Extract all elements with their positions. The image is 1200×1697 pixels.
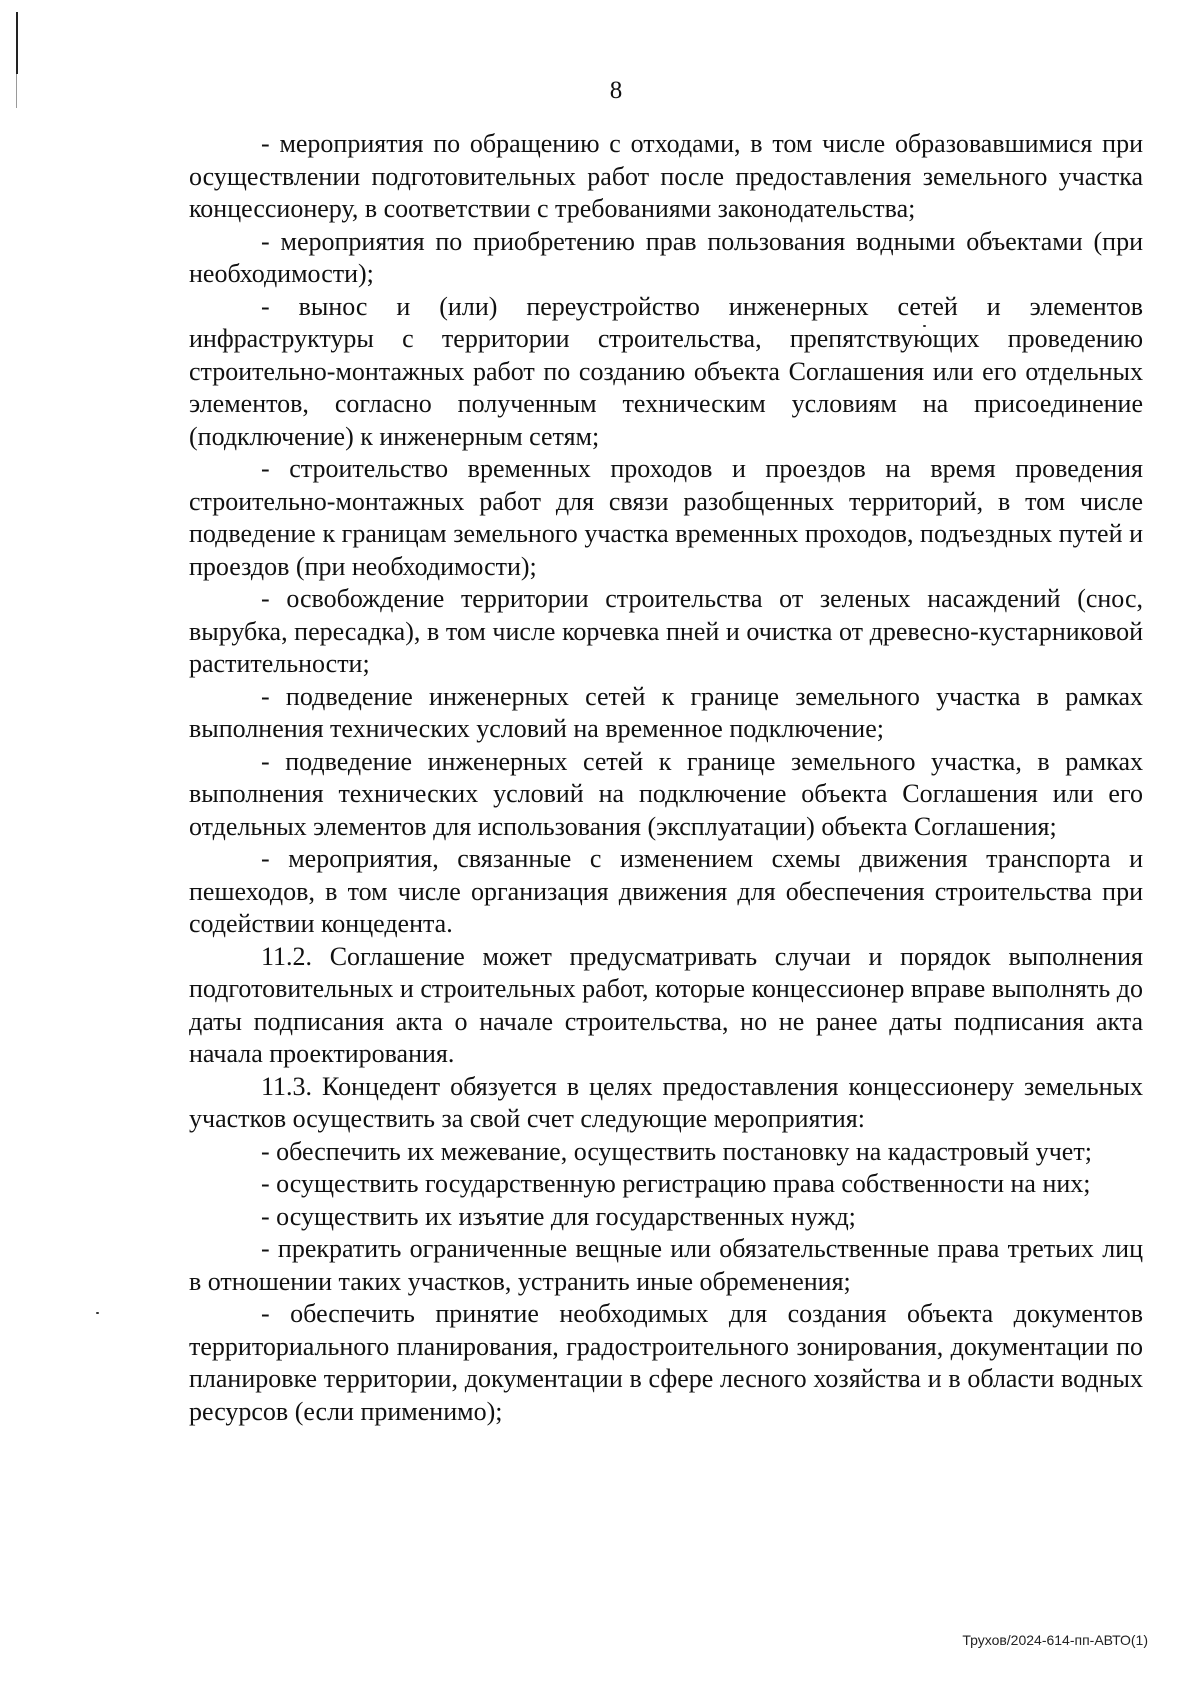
paragraph-clause-11-3: 11.3. Концедент обязуется в целях предоставления концессионеру земельных участков осуществить за свой счет следующие мероприятия:: [189, 1071, 1143, 1133]
paragraph-traffic-scheme: - мероприятия, связанные с изменением схемы движения транспорта и пешеходов, в том числе организация движения для обеспечения строительства при содействии концедента.: [189, 844, 1143, 938]
paragraph-land-survey: - обеспечить их межевание, осуществить постановку на кадастровый учет;: [261, 1136, 1092, 1166]
paragraph-water-rights: - мероприятия по приобретению прав пользования водными объектами (при необходимости);: [189, 226, 1143, 288]
scan-speck: [96, 1312, 99, 1314]
paragraph-state-seizure: - осуществить их изъятие для государственных нужд;: [261, 1201, 856, 1231]
page-number: 8: [609, 77, 623, 104]
paragraph-permanent-connection: - подведение инженерных сетей к границе земельного участка, в рамках выполнения технических условий на подключение объекта Соглашения или его отдельных элементов для использования (эксплуатации) объекта Соглашения;: [189, 746, 1143, 841]
paragraph-temporary-connection: - подведение инженерных сетей к границе земельного участка в рамках выполнения технических условий на временное подключение;: [189, 681, 1143, 743]
paragraph-temporary-passages: - строительство временных проходов и проездов на время проведения строительно-монтажных работ для связи разобщенных территорий, в том числе подведение к границам земельного участка временных проходов, подъездных путей и проездов (при необходимости);: [189, 454, 1143, 581]
paragraph-green-clearing: - освобождение территории строительства от зеленых насаждений (снос, вырубка, пересадка), в том числе корчевка пней и очистка от древесно-кустарниковой растительности;: [189, 584, 1143, 678]
paragraph-ownership-registration: - осуществить государственную регистрацию права собственности на них;: [261, 1169, 1091, 1198]
paragraph-clause-11-2: 11.2. Соглашение может предусматривать случаи и порядок выполнения подготовительных и строительных работ, которые концессионер вправе выполнять до даты подписания акта о начале строительства, но не ранее даты подписания акта начала проектирования.: [189, 941, 1143, 1068]
paragraph-planning-documents: - обеспечить принятие необходимых для создания объекта документов территориального планирования, градостроительного зонирования, документации по планировке территории, документации в сфере лесного хозяйства и в области водных ресурсов (если применимо);: [189, 1299, 1143, 1426]
paragraph-encumbrances: - прекратить ограниченные вещные или обязательственные права третьих лиц в отношении таких участков, устранить иные обременения;: [189, 1234, 1143, 1296]
document-body: [189, 128, 1143, 1428]
document-footer-code: Трухов/2024-614-пп-АВТО(1): [962, 1632, 1148, 1648]
paragraph-waste-measures: - мероприятия по обращению с отходами, в том числе образовавшимися при осуществлении подготовительных работ после предоставления земельного участка концессионеру, в соответствии с требованиями законодательства;: [189, 129, 1143, 223]
paragraph-utility-relocation: - вынос и (или) переустройство инженерных сетей и элементов инфраструктуры с территории строительства, препятствующих проведению строительно-монтажных работ по созданию объекта Соглашения или его отдельных элементов, согласно полученным техническим условиям на присоединение (подключение) к инженерным сетям;: [189, 291, 1143, 451]
scan-edge-mark: [16, 12, 18, 74]
